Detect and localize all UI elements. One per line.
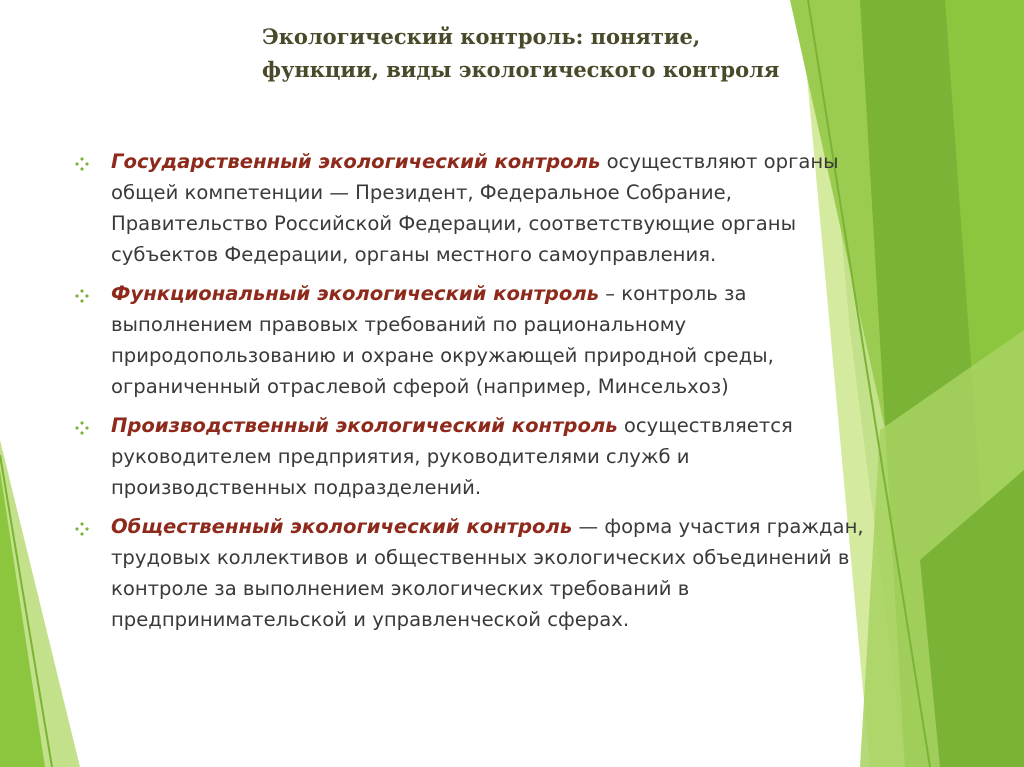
bullet-term: Общественный экологический контроль	[111, 515, 573, 538]
bullet-term: Функциональный экологический контроль	[111, 282, 600, 305]
bullet-term: Государственный экологический контроль	[111, 150, 601, 173]
four-diamond-bullet-icon	[75, 522, 89, 536]
slide-title	[262, 20, 862, 86]
four-diamond-bullet-icon	[75, 157, 89, 171]
bullet-text: – контроль за выполнением правовых требований по рациональному природопользованию и охране окружающей природной среды, ограниченный отраслевой сферой (например, Минсельхоз)	[111, 282, 774, 398]
bullet-text: осуществляют органы общей компетенции — Президент, Федеральное Собрание, Правительство Российской Федерации, соответствующие органы субъектов Федерации, органы местного самоуправления.	[111, 150, 839, 266]
slide-title-line-1: Экологический контроль: понятие,	[262, 24, 701, 49]
bullet-term: Производственный экологический контроль	[111, 414, 618, 437]
bullet-item-state-control	[75, 146, 890, 270]
bullet-item-functional-control	[75, 278, 890, 402]
four-diamond-bullet-icon	[75, 421, 89, 435]
bullet-list	[75, 146, 890, 635]
bullet-text: осуществляется руководителем предприятия, руководителями служб и производственных подразделений.	[111, 414, 793, 499]
slide-title-line-2: функции, виды экологического контроля	[262, 57, 780, 82]
bullet-item-public-control	[75, 511, 890, 635]
four-diamond-bullet-icon	[75, 289, 89, 303]
bullet-item-production-control	[75, 410, 890, 503]
bullet-text: — форма участия граждан, трудовых коллективов и общественных экологических объединений в контроле за выполнением экологических требований в предпринимательской и управленческой сферах.	[111, 515, 864, 631]
